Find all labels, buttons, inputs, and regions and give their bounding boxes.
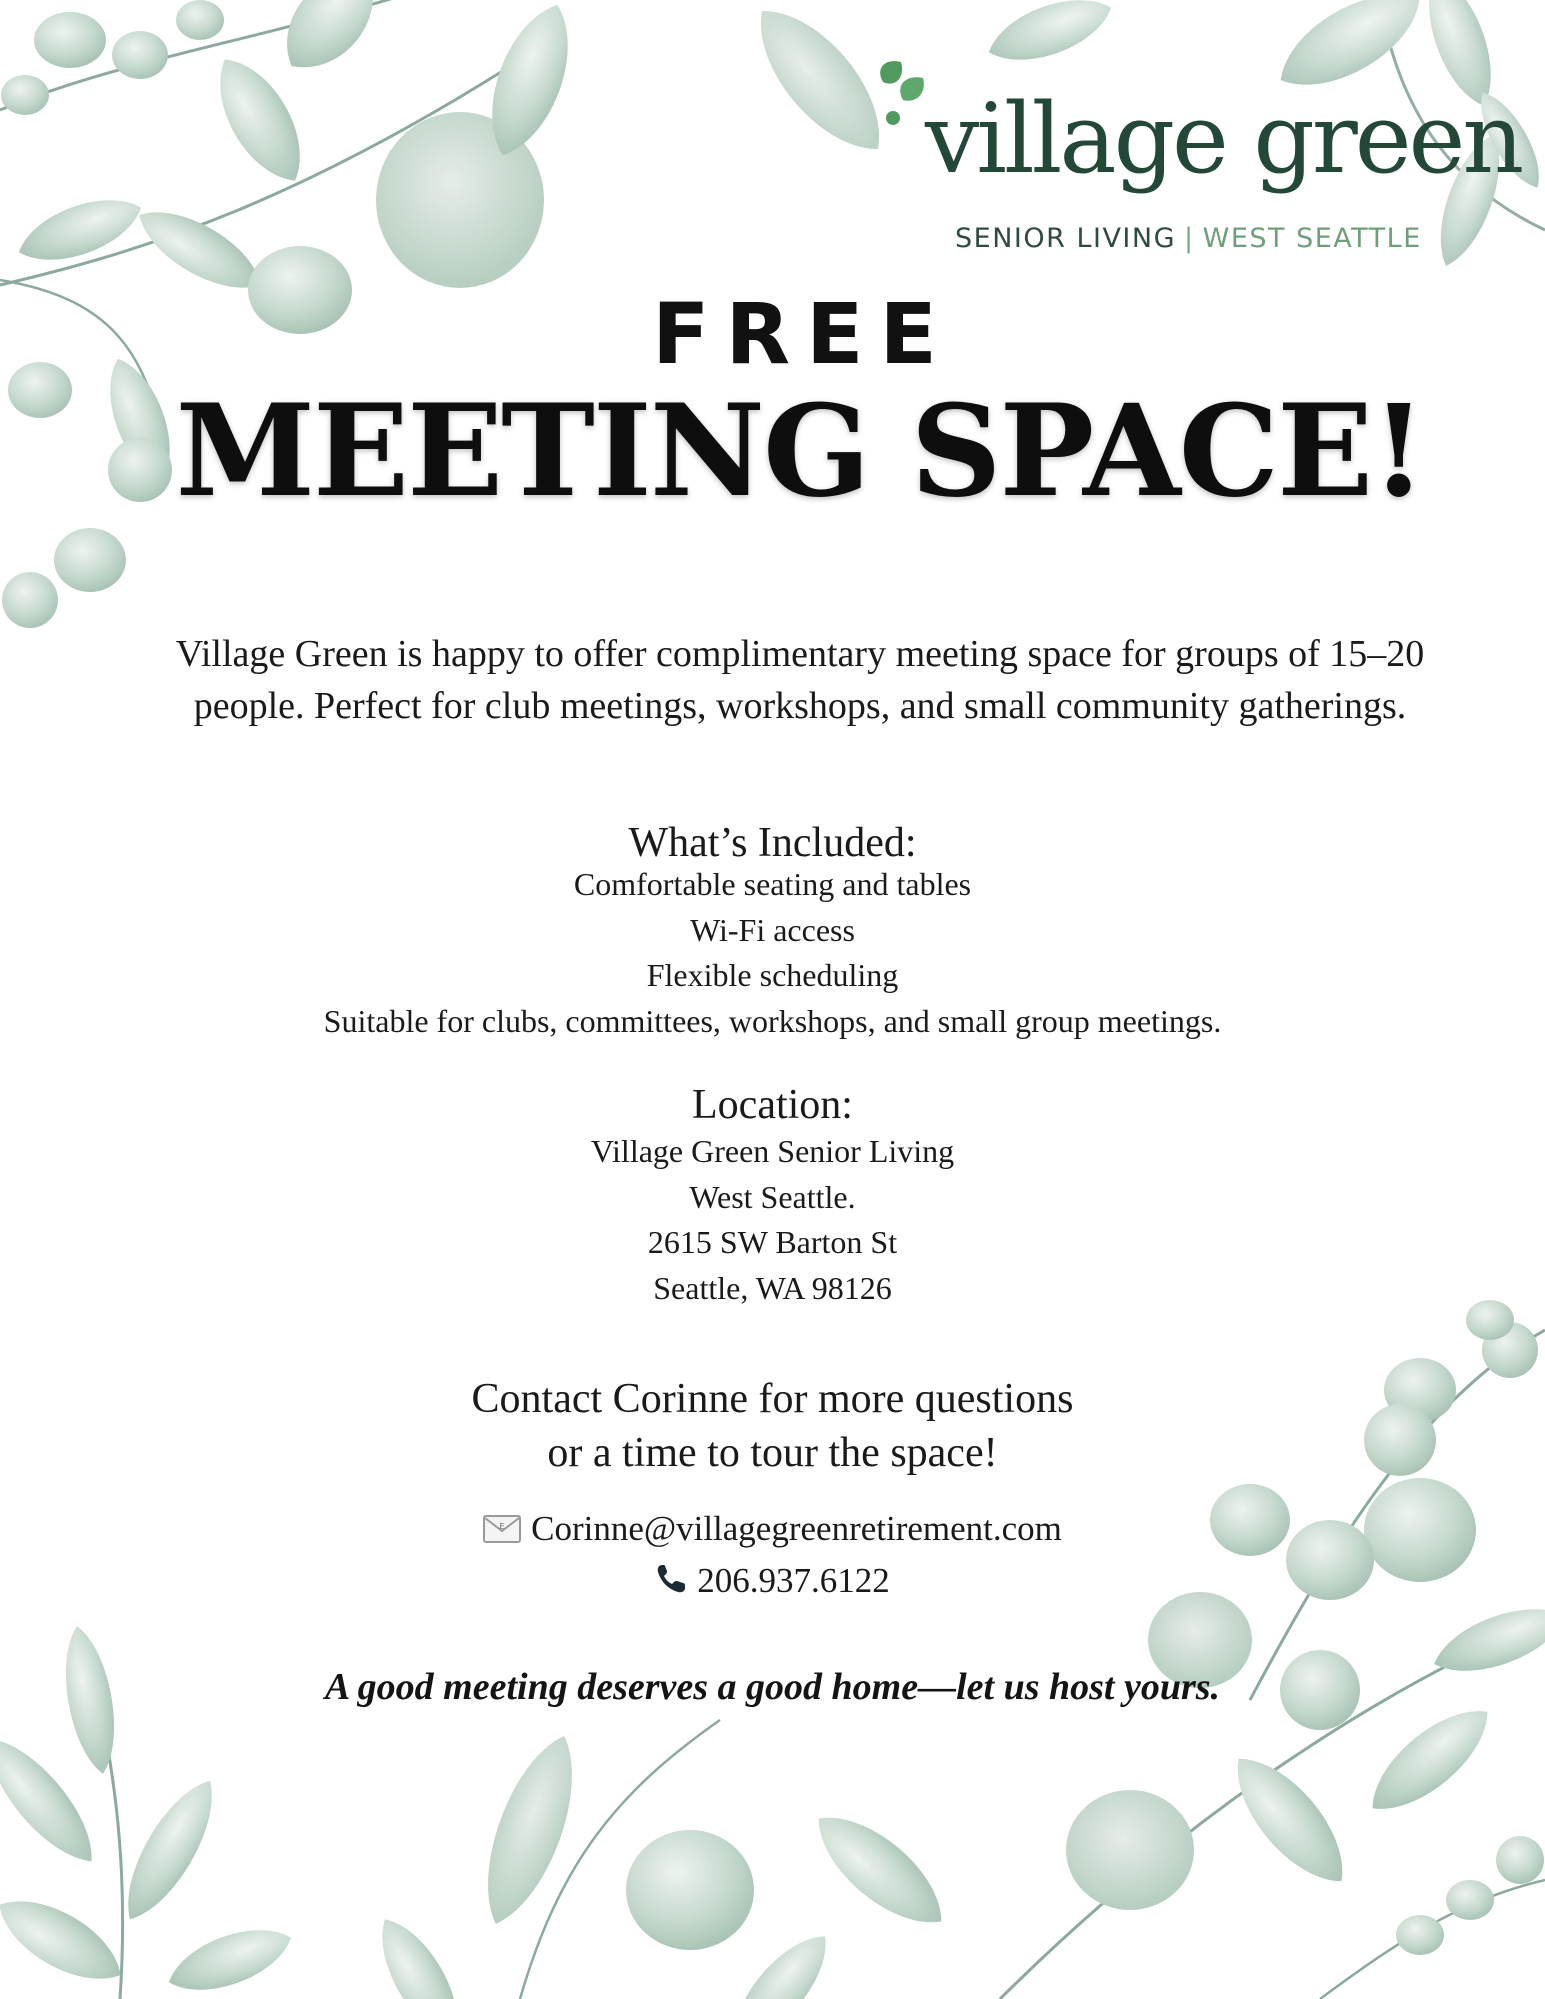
contact-email[interactable] bbox=[0, 1511, 1545, 1546]
intro-paragraph: Village Green is happy to offer complimentary meeting space for groups of 15–20 people. Perfect for club meetings, workshops, and small community gatherings. bbox=[175, 633, 1425, 727]
phone-icon bbox=[655, 1563, 687, 1595]
address-line: 2615 SW Barton St bbox=[647, 1224, 898, 1260]
page-title: MEETING SPACE! bbox=[175, 377, 1425, 525]
contact-heading bbox=[0, 1372, 1545, 1480]
address-line: Seattle, WA 98126 bbox=[653, 1269, 892, 1306]
included-list bbox=[0, 862, 1545, 1044]
contact-phone[interactable] bbox=[0, 1563, 1545, 1598]
brand-tagline bbox=[955, 223, 1422, 254]
email-address[interactable]: Corinne@villagegreenretirement.com bbox=[531, 1509, 1062, 1548]
envelope-icon bbox=[483, 1515, 521, 1543]
list-item: Flexible scheduling bbox=[646, 957, 899, 993]
address-line: Village Green Senior Living bbox=[590, 1133, 955, 1169]
contact-line-1: Contact Corinne for more questions bbox=[471, 1376, 1074, 1422]
tagline-separator: | bbox=[1184, 223, 1195, 254]
headline-kicker: FREE bbox=[652, 285, 953, 383]
location-address bbox=[0, 1129, 1545, 1311]
list-item: Suitable for clubs, committees, workshops, and small group meetings. bbox=[323, 1002, 1222, 1039]
svg-text:E: E bbox=[499, 1522, 505, 1531]
list-item: Wi-Fi access bbox=[690, 911, 855, 948]
address-line: West Seattle. bbox=[689, 1178, 856, 1215]
village-green-logo bbox=[870, 55, 1522, 255]
tagline-senior-living: SENIOR LIVING bbox=[955, 223, 1177, 254]
included-heading: What’s Included: bbox=[628, 820, 917, 866]
closing-tagline: A good meeting deserves a good home—let us host yours. bbox=[324, 1666, 1221, 1708]
contact-line-2: or a time to tour the space! bbox=[547, 1430, 998, 1476]
list-item: Comfortable seating and tables bbox=[573, 866, 972, 902]
tagline-west-seattle: WEST SEATTLE bbox=[1202, 223, 1422, 254]
brand-name: village green bbox=[925, 83, 1522, 195]
location-heading: Location: bbox=[692, 1082, 853, 1128]
phone-number[interactable]: 206.937.6122 bbox=[697, 1561, 890, 1600]
